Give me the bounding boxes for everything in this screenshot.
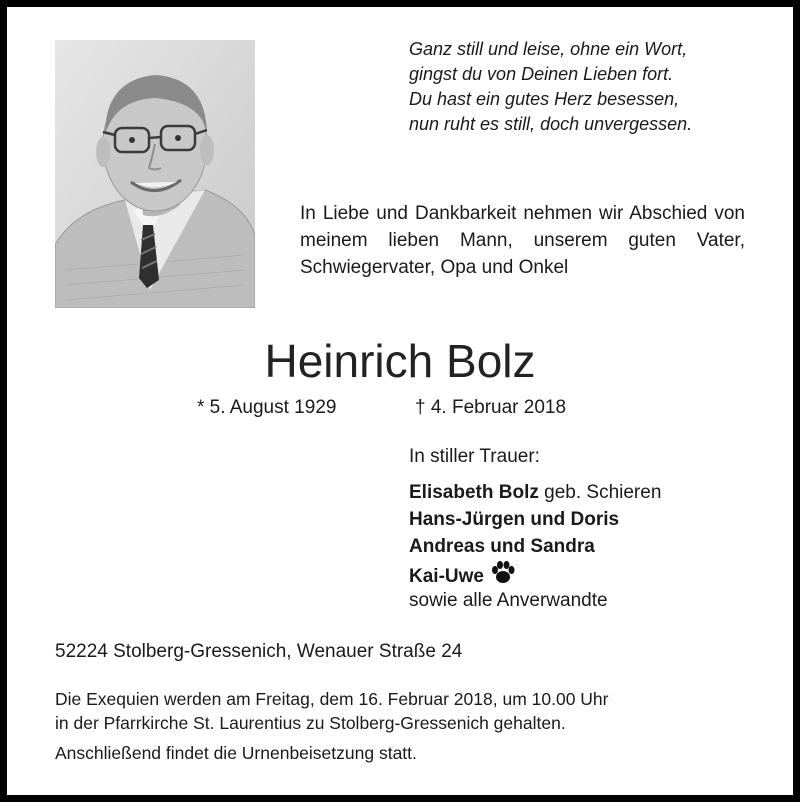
verse-line: Ganz still und leise, ohne ein Wort,: [409, 39, 688, 59]
mourner-family: Andreas und Sandra: [409, 536, 595, 557]
mourner-family: Hans-Jürgen und Doris: [409, 509, 620, 530]
mourner-relatives: sowie alle Anverwandte: [409, 590, 608, 611]
service-info: [55, 687, 609, 765]
memorial-verse: [409, 37, 779, 137]
mourning-heading: In stiller Trauer:: [409, 446, 540, 467]
portrait-photo: [55, 40, 255, 308]
death-date: † 4. Februar 2018: [415, 397, 567, 418]
spouse-name: Elisabeth Bolz: [409, 482, 539, 503]
spouse-maiden-name: geb. Schieren: [544, 482, 662, 503]
service-line: in der Pfarrkirche St. Laurentius zu Stolberg-Gressenich gehalten.: [55, 713, 566, 733]
mourner-family: Kai-Uwe: [409, 566, 484, 587]
verse-line: Du hast ein gutes Herz besessen,: [409, 89, 680, 109]
verse-line: nun ruht es still, doch unvergessen.: [409, 114, 693, 134]
mourner-spouse: [409, 479, 661, 506]
family-address: 52224 Stolberg-Gressenich, Wenauer Straße 24: [55, 641, 463, 662]
verse-line: gingst du von Deinen Lieben fort.: [409, 64, 674, 84]
service-line: Die Exequien werden am Freitag, dem 16. Februar 2018, um 10.00 Uhr: [55, 689, 609, 709]
obituary-notice: [7, 7, 793, 795]
birth-date: * 5. August 1929: [197, 397, 337, 418]
service-line: Anschließend findet die Urnenbeisetzung statt.: [55, 743, 417, 763]
portrait-illustration: [55, 40, 255, 308]
deceased-name: Heinrich Bolz: [264, 335, 536, 387]
farewell-text: In Liebe und Dankbarkeit nehmen wir Abschied von meinem lieben Mann, unserem guten Vater, Schwiegervater, Opa und Onkel: [300, 203, 745, 278]
